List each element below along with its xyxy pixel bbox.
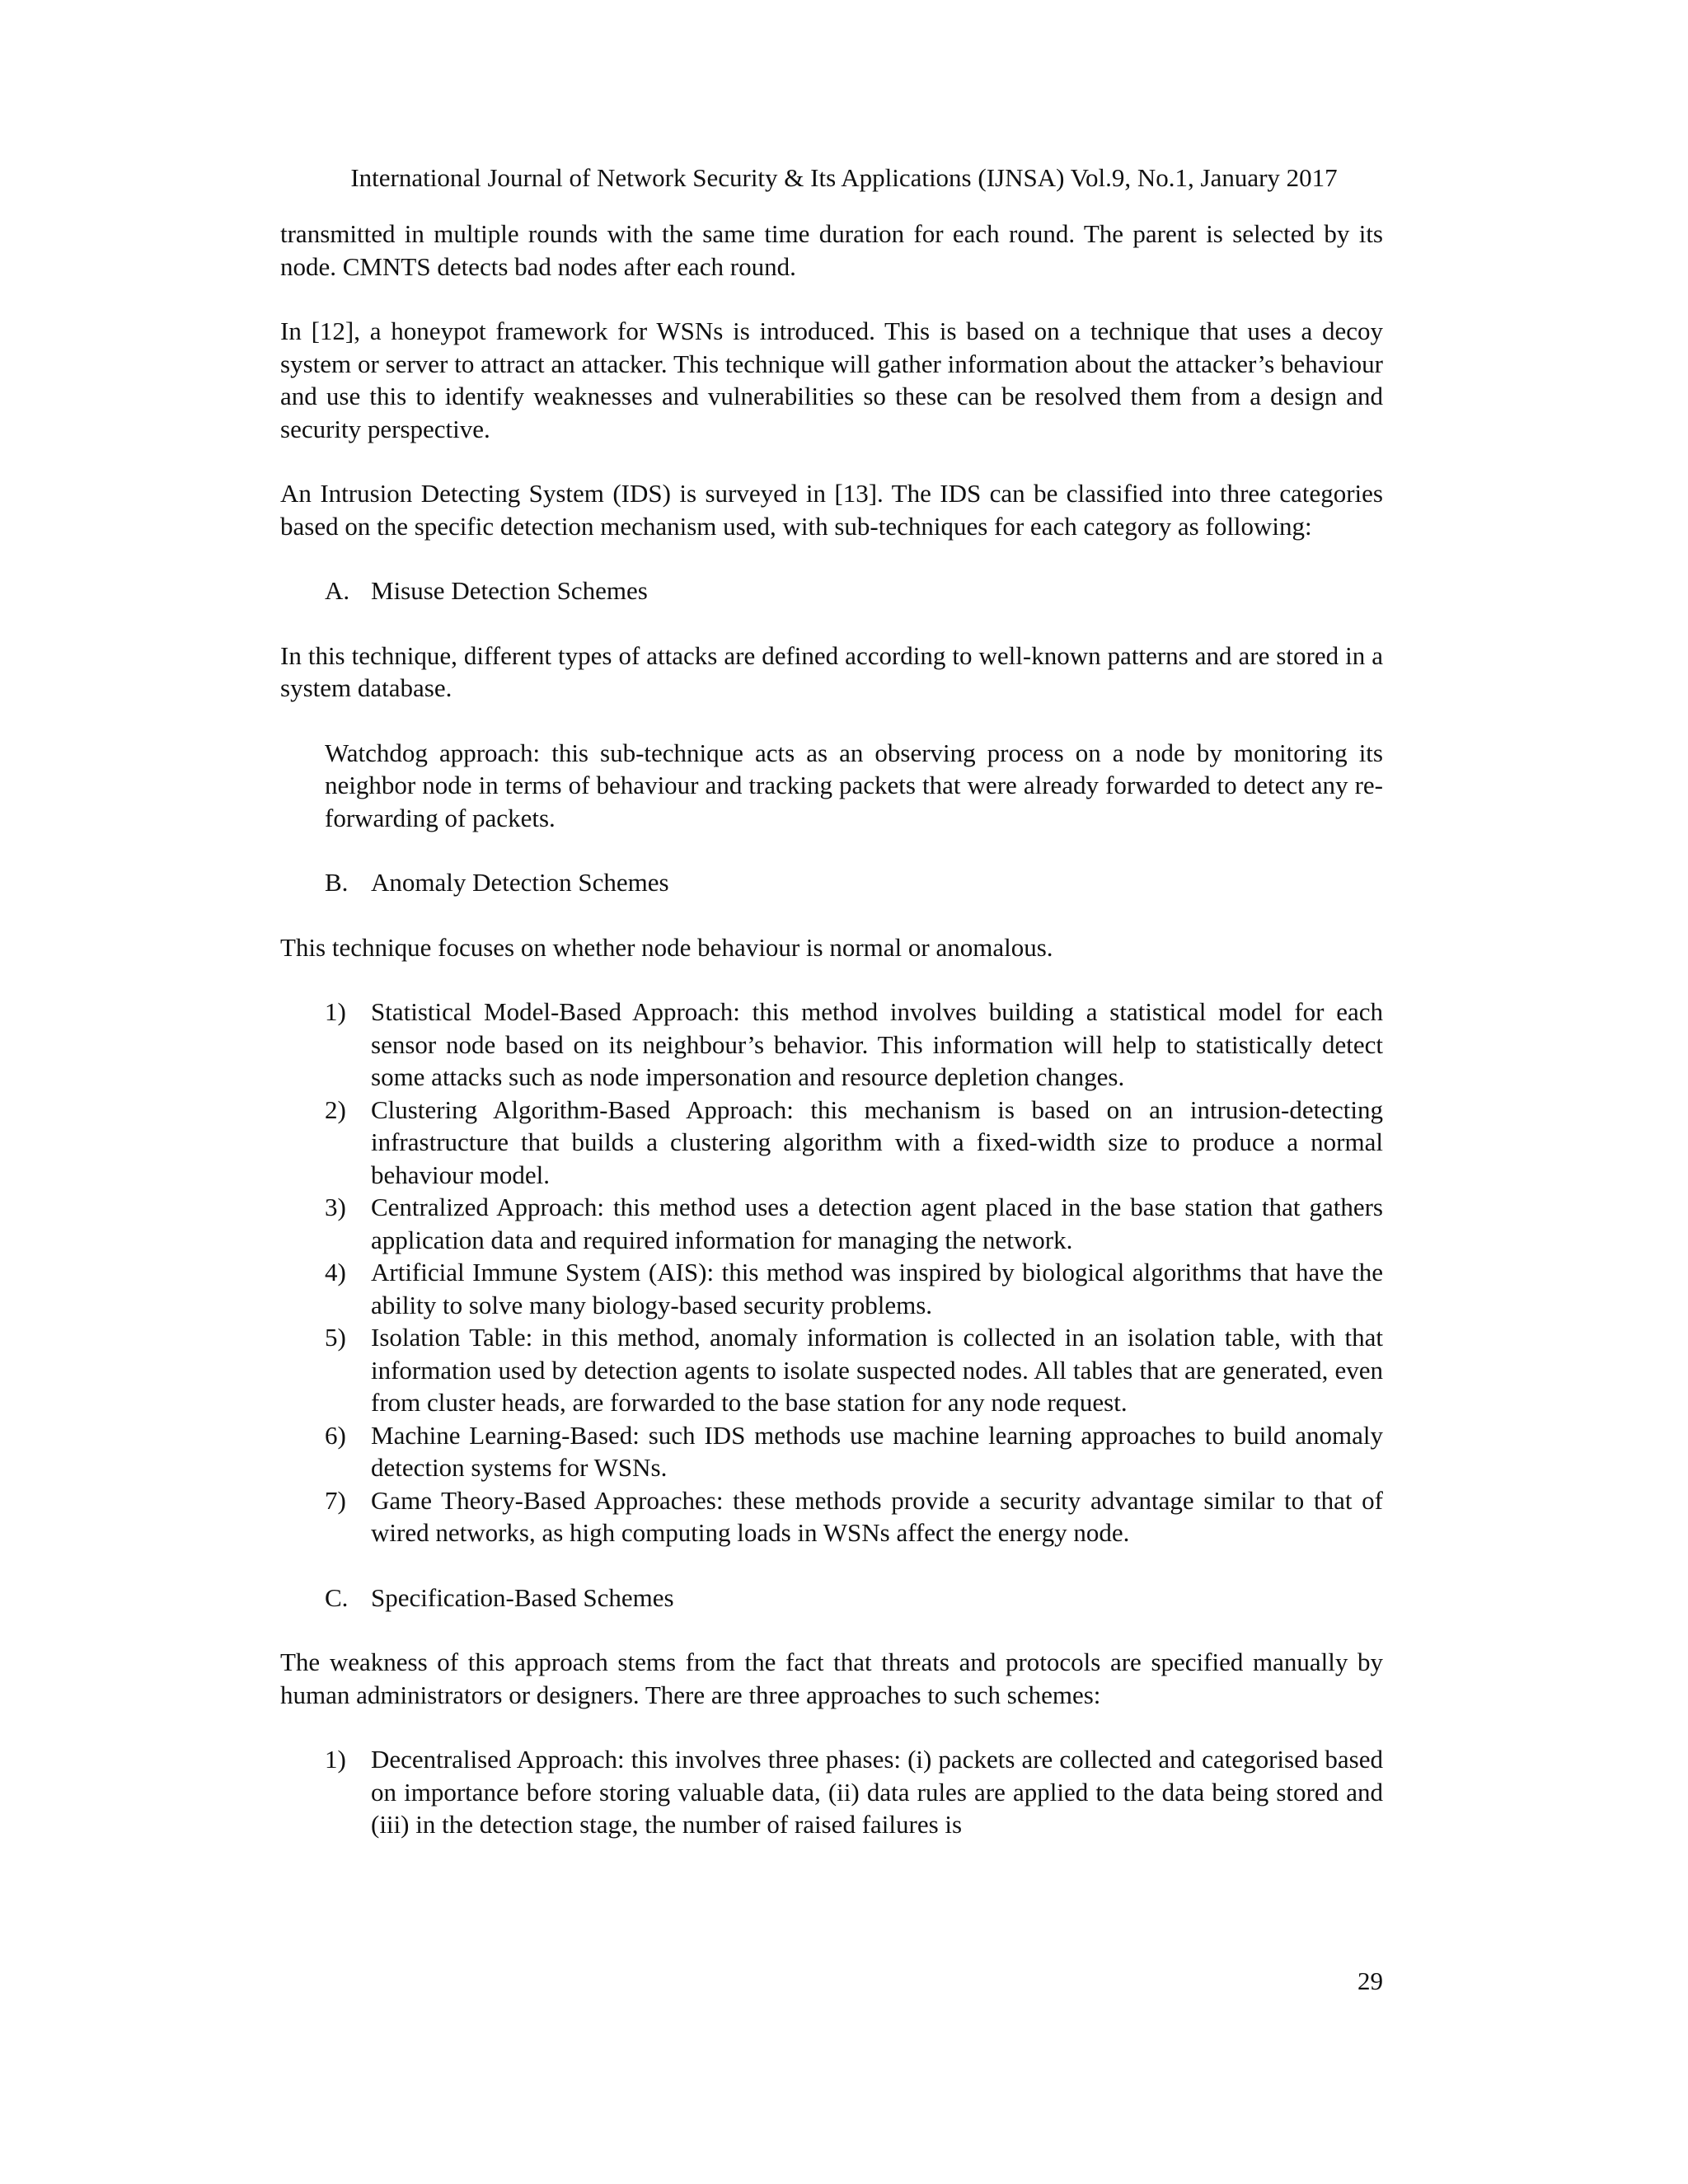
list-number: 6) — [325, 1420, 346, 1450]
section-title-c: Specification-Based Schemes — [371, 1582, 674, 1612]
list-number: 1) — [325, 997, 346, 1026]
section-marker-c: C. — [325, 1582, 349, 1612]
section-c-intro: The weakness of this approach stems from the fact that threats and protocols are specified manually by human administrators or designers. There are three approaches to such schemes: — [280, 1647, 1383, 1709]
section-heading-c — [280, 1582, 1383, 1615]
specification-list — [280, 1743, 1383, 1841]
section-title-a: Misuse Detection Schemes — [371, 576, 648, 605]
watchdog-paragraph: Watchdog approach: this sub-technique acts as an observing process on a node by monitoring its neighbor node in terms of behaviour and tracking packets that were already forwarded to detect any re-forwarding of packets. — [325, 738, 1383, 832]
paragraph-cmnts: transmitted in multiple rounds with the same time duration for each round. The parent is selected by its node. CMNTS detects bad nodes after each round. — [280, 219, 1383, 281]
list-text: Machine Learning-Based: such IDS methods use machine learning approaches to build anomaly detection systems for WSNs. — [371, 1420, 1383, 1482]
list-text: Isolation Table: in this method, anomaly information is collected in an isolation table, with that information used by detection agents to isolate suspected nodes. All tables that are generated, even from cluster heads, are forwarded to the base station for any node request. — [371, 1323, 1383, 1417]
section-marker-a: A. — [325, 576, 350, 605]
list-number: 2) — [325, 1094, 346, 1124]
list-item — [280, 1484, 1383, 1549]
page-number: 29 — [1357, 1966, 1383, 1995]
paragraph-ids: An Intrusion Detecting System (IDS) is surveyed in [13]. The IDS can be classified into three categories based on the specific detection mechanism used, with sub-techniques for each category as following: — [280, 479, 1383, 541]
list-number: 1) — [325, 1745, 346, 1774]
section-heading-a — [280, 574, 1383, 607]
section-title-b: Anomaly Detection Schemes — [371, 868, 669, 897]
section-marker-b: B. — [325, 868, 349, 897]
section-heading-b — [280, 866, 1383, 899]
paragraph-honeypot: In [12], a honeypot framework for WSNs is introduced. This is based on a technique that uses a decoy system or server to attract an attacker. This technique will gather information about the attacker’s behaviour and use this to identify weaknesses and vulnerabilities so these can be resolved them from a design and security perspective. — [280, 316, 1383, 443]
list-number: 4) — [325, 1258, 346, 1286]
list-text: Game Theory-Based Approaches: these methods provide a security advantage similar to that of wired networks, as high computing loads in WSNs affect the energy node. — [371, 1485, 1383, 1547]
list-item — [280, 1191, 1383, 1256]
list-text: Clustering Algorithm-Based Approach: this mechanism is based on an intrusion-detecting infrastructure that builds a clustering algorithm with a fixed-width size to produce a normal behaviour model. — [371, 1094, 1383, 1189]
list-item — [280, 1419, 1383, 1484]
list-item — [280, 996, 1383, 1094]
running-header: International Journal of Network Security & Its Applications (IJNSA) Vol.9, No.1, January 2017 — [350, 163, 1338, 192]
list-number: 3) — [325, 1193, 346, 1221]
list-item — [280, 1094, 1383, 1192]
body-text — [280, 218, 1383, 1873]
list-text: Statistical Model-Based Approach: this method involves building a statistical model for each sensor node based on its neighbour’s behavior. This information will help to statistically detect some attacks such as node impersonation and resource depletion changes. — [371, 997, 1383, 1091]
list-text: Centralized Approach: this method uses a detection agent placed in the base station that gathers application data and required information for managing the network. — [371, 1193, 1383, 1254]
list-item — [280, 1743, 1383, 1841]
list-number: 7) — [325, 1485, 346, 1515]
list-text: Decentralised Approach: this involves three phases: (i) packets are collected and categorised based on importance before storing valuable data, (ii) data rules are applied to the data being stored and (iii) in the detection stage, the number of raised failures is — [371, 1745, 1383, 1839]
section-b-intro: This technique focuses on whether node behaviour is normal or anomalous. — [280, 932, 1053, 962]
list-item — [280, 1321, 1383, 1419]
list-item — [280, 1256, 1383, 1321]
list-number: 5) — [325, 1323, 346, 1352]
section-a-intro: In this technique, different types of attacks are defined according to well-known patterns and are stored in a system database. — [280, 640, 1383, 702]
anomaly-list — [280, 996, 1383, 1549]
list-text: Artificial Immune System (AIS): this method was inspired by biological algorithms that have the ability to solve many biology-based security problems. — [371, 1258, 1383, 1319]
